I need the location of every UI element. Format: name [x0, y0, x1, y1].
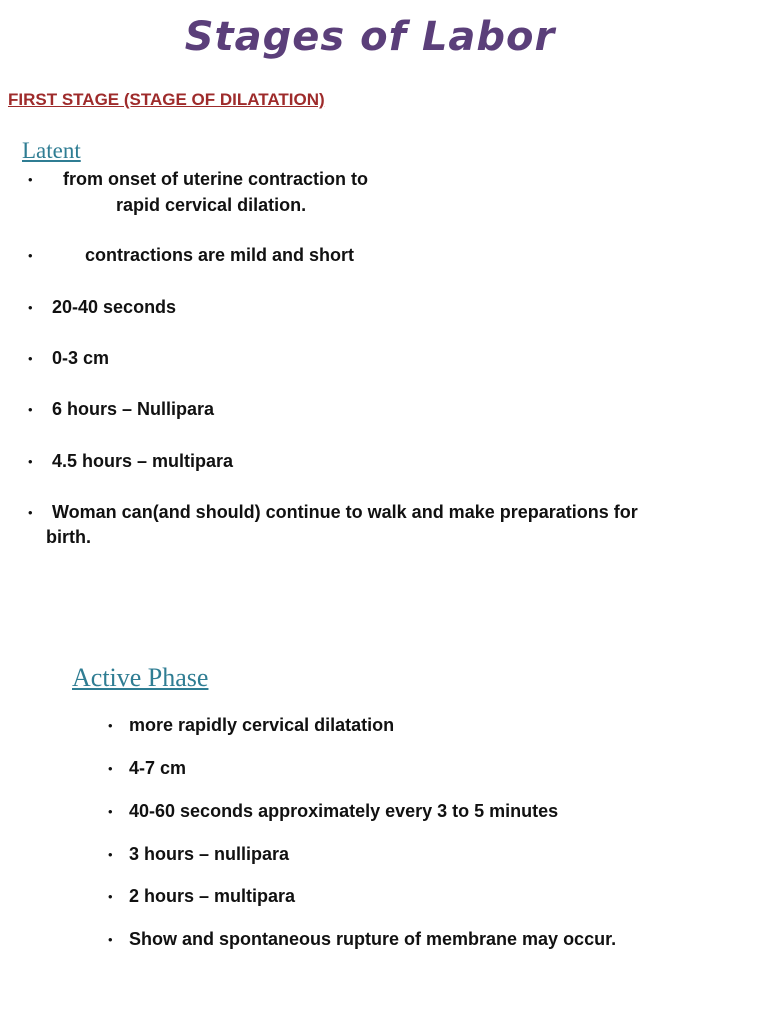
active-bullet-5-text: 2 hours – multipara: [129, 886, 296, 906]
latent-bullet-3-text: 20-40 seconds: [52, 297, 177, 317]
bullet-dot: •: [108, 804, 113, 819]
latent-bullet-1-line2: rapid cervical dilation.: [116, 195, 307, 215]
bullet-dot: •: [28, 351, 33, 366]
latent-bullet-1: [28, 167, 748, 217]
latent-bullet-5-text: 6 hours – Nullipara: [52, 399, 215, 419]
bullet-dot: •: [28, 505, 33, 520]
latent-bullet-2-text: contractions are mild and short: [85, 245, 355, 265]
latent-bullet-6: [28, 449, 748, 474]
active-bullet-2-text: 4-7 cm: [129, 758, 187, 778]
bullet-dot: •: [28, 172, 33, 187]
bullet-dot: •: [108, 718, 113, 733]
latent-bullet-3: [28, 295, 748, 320]
active-bullet-1: [108, 713, 748, 738]
bullet-dot: •: [108, 889, 113, 904]
active-bullet-5: [108, 884, 748, 909]
active-bullet-4-text: 3 hours – nullipara: [129, 844, 290, 864]
bullet-dot: •: [28, 454, 33, 469]
active-bullet-3-text: 40-60 seconds approximately every 3 to 5 minutes: [129, 801, 559, 821]
bullet-dot: •: [28, 402, 33, 417]
bullet-dot: •: [28, 248, 33, 263]
active-bullet-3: [108, 799, 748, 824]
stage-heading: FIRST STAGE (STAGE OF DILATATION): [8, 90, 325, 109]
bullet-dot: •: [108, 847, 113, 862]
latent-bullet-5: [28, 397, 748, 422]
active-bullet-4: [108, 842, 748, 867]
latent-bullet-4-text: 0-3 cm: [52, 348, 110, 368]
active-bullet-1-text: more rapidly cervical dilatation: [129, 715, 395, 735]
latent-bullet-1-line1: from onset of uterine contraction to: [63, 169, 369, 189]
bullet-dot: •: [28, 300, 33, 315]
page-title: Stages of Labor: [184, 14, 556, 60]
active-bullet-2: [108, 756, 748, 781]
active-bullet-6-text: Show and spontaneous rupture of membrane may occur.: [129, 929, 617, 949]
latent-section-title: Latent: [22, 138, 81, 163]
active-section-title: Active Phase: [72, 663, 209, 692]
bullet-dot: •: [108, 932, 113, 947]
bullet-dot: •: [108, 761, 113, 776]
active-bullet-6: [108, 927, 748, 952]
latent-bullet-7: [28, 500, 758, 550]
latent-bullet-6-text: 4.5 hours – multipara: [52, 451, 234, 471]
latent-bullet-7-line2: birth.: [46, 527, 91, 547]
latent-bullet-4: [28, 346, 748, 371]
latent-bullet-7-line1: Woman can(and should) continue to walk and make preparations for: [52, 502, 638, 522]
latent-bullet-2: [28, 243, 748, 268]
